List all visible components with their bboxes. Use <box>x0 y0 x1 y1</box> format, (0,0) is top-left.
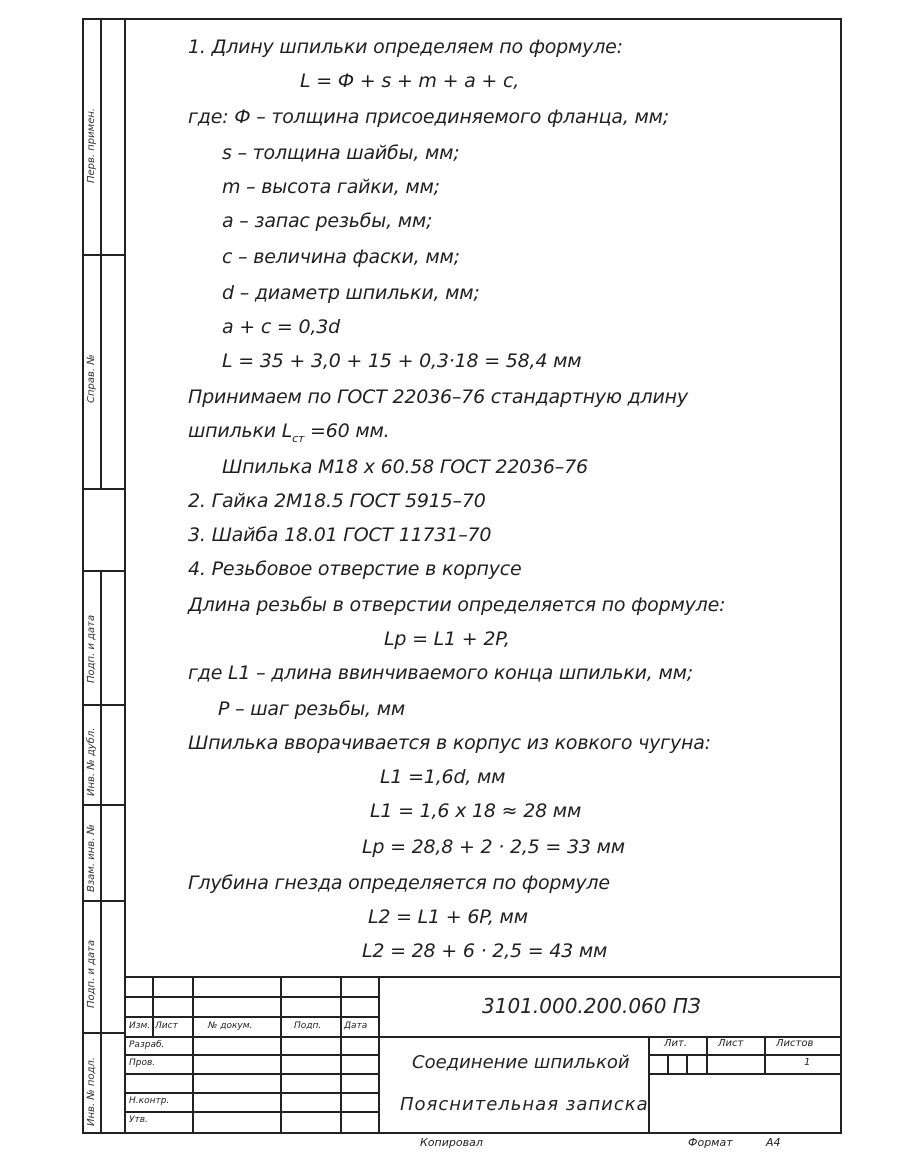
strip-divider-bottom <box>100 570 102 1134</box>
listov-label: Листов <box>776 1038 814 1049</box>
text-fragment: шпильки L <box>188 420 293 442</box>
formula-line: Lp = L1 + 2P, <box>384 628 510 650</box>
tb-grid <box>126 1016 378 1018</box>
text-line: 3. Шайба 18.01 ГОСТ 11731–70 <box>188 524 492 546</box>
side-label-perv-primen: Перв. примен. <box>86 107 97 183</box>
text-line: где: Ф – толщина присоединяемого фланца, мм; <box>188 106 669 128</box>
strip-rule <box>82 900 126 902</box>
text-line: d – диаметр шпильки, мм; <box>222 282 480 304</box>
text-line: Шпилька вворачивается в корпус из ковкого чугуна: <box>188 732 711 754</box>
tb-separator <box>378 976 380 1134</box>
text-line: Принимаем по ГОСТ 22036–76 стандартную длину <box>188 386 688 408</box>
tb-grid <box>126 1073 378 1075</box>
text-line: где L1 – длина ввинчиваемого конца шпильки, мм; <box>188 662 693 684</box>
tb-grid <box>667 1054 669 1073</box>
formula-line: a + c = 0,3d <box>222 316 340 338</box>
strip-rule <box>82 804 126 806</box>
strip-rule <box>82 704 126 706</box>
strip-rule <box>82 570 126 572</box>
text-line: a – запас резьбы, мм; <box>222 210 433 232</box>
tb-grid <box>126 1092 378 1094</box>
tb-grid <box>648 1073 842 1075</box>
text-line: 4. Резьбовое отверстие в корпусе <box>188 558 522 580</box>
text-line: m – высота гайки, мм; <box>222 176 440 198</box>
text-line <box>188 420 390 445</box>
title-line-2: Пояснительная записка <box>400 1094 649 1115</box>
side-label-inv-no-dubl: Инв. № дубл. <box>86 727 97 796</box>
formula-line: L2 = L1 + 6P, мм <box>368 906 528 928</box>
formula-line: L1 = 1,6 х 18 ≈ 28 мм <box>370 800 582 822</box>
text-line: 2. Гайка 2М18.5 ГОСТ 5915–70 <box>188 490 486 512</box>
side-label-vzam-inv-no: Взам. инв. № <box>86 824 97 892</box>
tb-grid <box>648 1036 650 1134</box>
col-izm: Изм. <box>129 1021 151 1031</box>
tb-top-border <box>126 976 842 978</box>
text-line: s – толщина шайбы, мм; <box>222 142 460 164</box>
tb-grid <box>126 1036 378 1038</box>
side-label-podp-data: Подп. и дата <box>86 939 97 1008</box>
row-prov: Пров. <box>129 1058 156 1068</box>
tb-grid <box>126 1054 378 1056</box>
side-label-podp-data: Подп. и дата <box>86 614 97 683</box>
tb-grid <box>686 1054 688 1073</box>
subscript: ст <box>292 431 305 445</box>
text-line: Шпилька М18 х 60.58 ГОСТ 22036–76 <box>222 456 588 478</box>
format-label: Формат <box>688 1136 733 1149</box>
tb-grid <box>152 976 154 1036</box>
text-fragment: =60 мм. <box>304 420 390 442</box>
side-strip <box>82 18 126 1134</box>
formula-line: Lp = 28,8 + 2 · 2,5 = 33 мм <box>362 836 625 858</box>
col-list: Лист <box>155 1021 178 1031</box>
formula-line: L1 =1,6d, мм <box>380 766 506 788</box>
lit-label: Лит. <box>664 1038 688 1049</box>
row-utv: Утв. <box>129 1115 148 1125</box>
listov-value: 1 <box>804 1057 811 1068</box>
col-dokum: № докум. <box>208 1021 253 1031</box>
text-line: 1. Длину шпильки определяем по формуле: <box>188 36 623 58</box>
col-podp: Подп. <box>294 1021 322 1031</box>
row-n-kontr: Н.контр. <box>129 1096 170 1106</box>
tb-grid <box>648 1054 842 1056</box>
side-label-inv-no-podl: Инв. № подл. <box>86 1057 97 1126</box>
tb-grid <box>764 1036 766 1073</box>
format-value: А4 <box>766 1136 781 1149</box>
strip-rule <box>82 254 126 256</box>
formula-line: L2 = 28 + 6 · 2,5 = 43 мм <box>362 940 608 962</box>
side-label-sprav-no: Справ. № <box>86 354 97 403</box>
text-line: P – шаг резьбы, мм <box>218 698 406 720</box>
tb-grid <box>706 1036 708 1073</box>
title-line-1: Соединение шпилькой <box>412 1052 630 1073</box>
text-line: Глубина гнезда определяется по формуле <box>188 872 610 894</box>
strip-rule <box>82 1032 126 1034</box>
tb-grid <box>378 1036 842 1038</box>
text-line: c – величина фаски, мм; <box>222 246 460 268</box>
text-line: Длина резьбы в отверстии определяется по формуле: <box>188 594 726 616</box>
col-data: Дата <box>344 1021 368 1031</box>
tb-grid <box>126 996 378 998</box>
list-label: Лист <box>718 1038 744 1049</box>
row-razrab: Разраб. <box>129 1040 165 1050</box>
kopiroval-label: Копировал <box>420 1136 483 1149</box>
formula-line: L = Ф + s + m + a + c, <box>300 70 520 92</box>
strip-divider-top <box>100 18 102 488</box>
tb-grid <box>126 1111 378 1113</box>
document-code: 3101.000.200.060 ПЗ <box>482 994 701 1018</box>
strip-rule <box>82 488 126 490</box>
strip-border <box>124 18 126 1134</box>
formula-line: L = 35 + 3,0 + 15 + 0,3·18 = 58,4 мм <box>222 350 582 372</box>
